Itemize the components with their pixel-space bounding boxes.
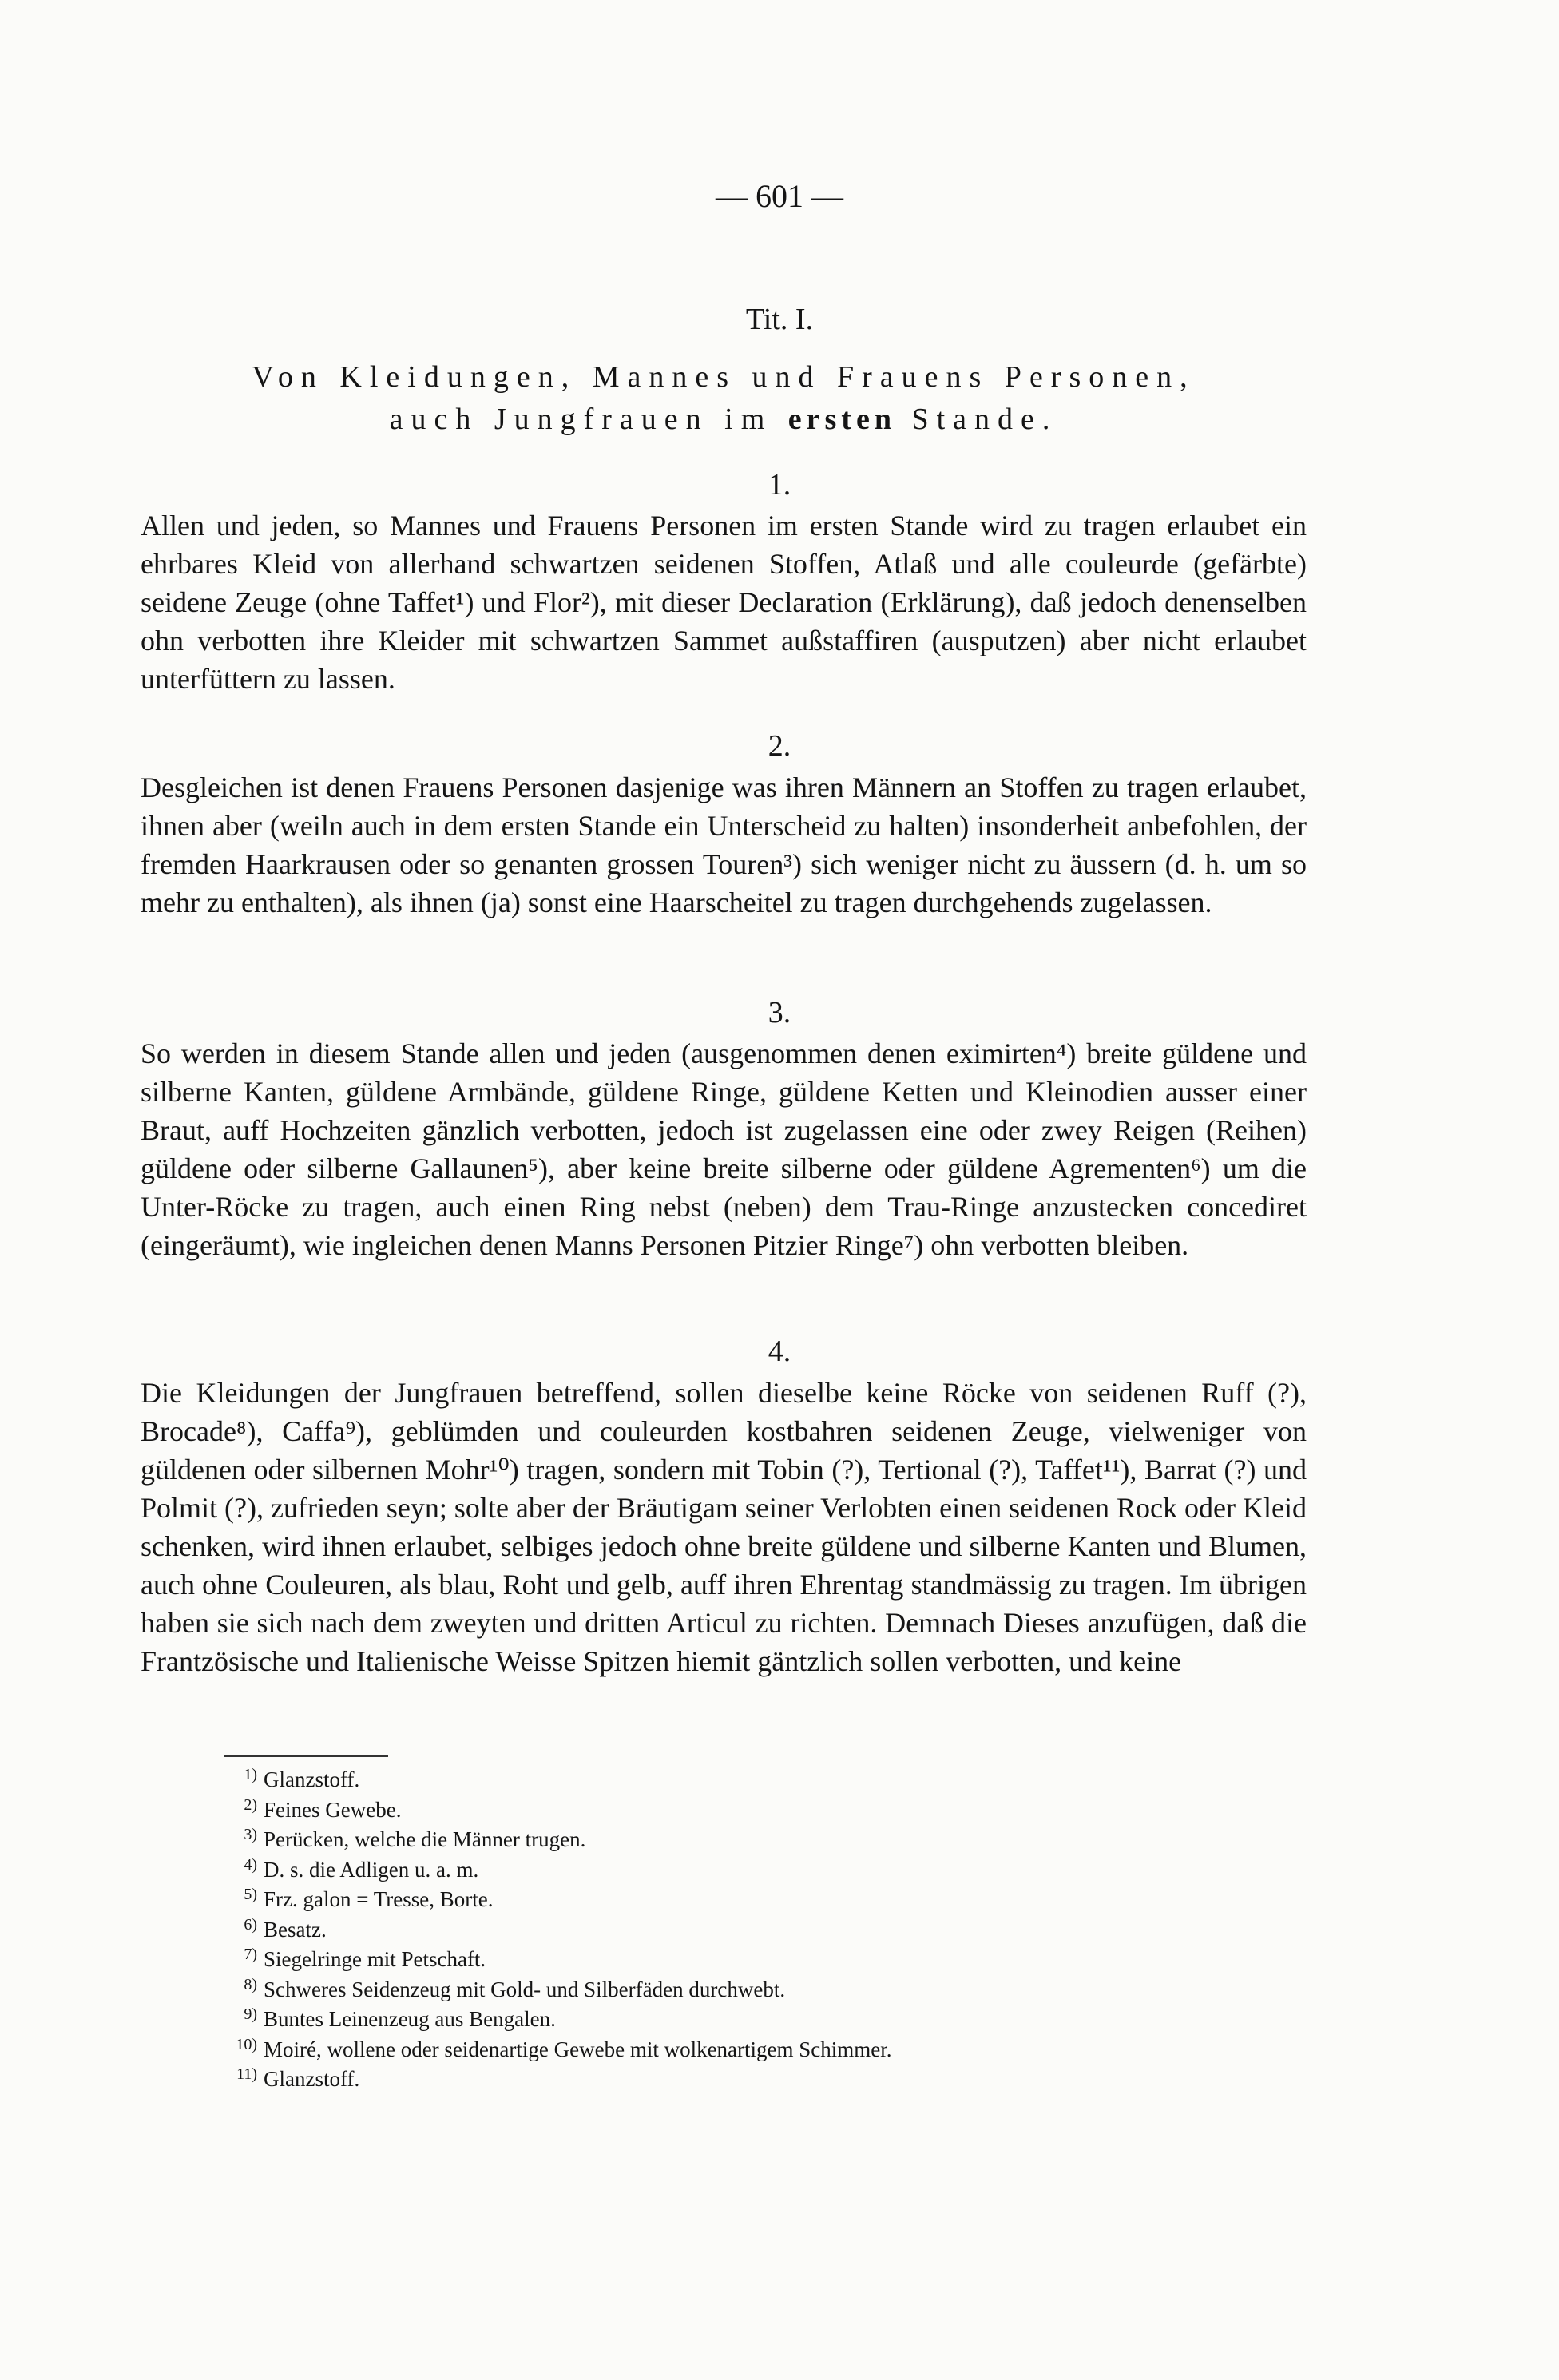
footnote-text: Besatz.	[264, 1917, 327, 1942]
section-number-2: 2.	[768, 729, 791, 763]
section-text-2	[141, 768, 1307, 922]
footnote-number: 11)	[236, 2065, 257, 2083]
footnote-number: 6)	[244, 1915, 257, 1934]
footnote	[216, 1855, 1254, 1886]
footnote	[216, 1975, 1254, 2005]
footnote	[216, 1915, 1254, 1946]
heading-line-2-post: Stande.	[911, 403, 1058, 436]
footnote-divider	[224, 1755, 388, 1757]
footnote-number: 9)	[244, 2005, 257, 2023]
footnote	[216, 2005, 1254, 2035]
footnote-text: Glanzstoff.	[264, 1767, 360, 1791]
title: Tit. I.	[745, 303, 814, 336]
footnote-text: Buntes Leinenzeug aus Bengalen.	[264, 2007, 556, 2031]
footnote-text: Siegelringe mit Petschaft.	[264, 1947, 486, 1971]
footnote	[216, 1825, 1254, 1855]
footnote-text: Perücken, welche die Männer trugen.	[264, 1827, 586, 1851]
footnote-text: Moiré, wollene oder seidenartige Gewebe mit wolkenartigem Schimmer.	[264, 2037, 892, 2061]
section-text-1	[141, 506, 1307, 698]
paragraph: Allen und jeden, so Mannes und Frauens Personen im ersten Stande wird zu tragen erlaubet ein ehrbares Kleid von allerhand schwartzen seidenen Stoffen, Atlaß und alle couleurde (gefärbte) seidene Zeuge (ohne Taffet¹) und Flor²), mit dieser Declaration (Erklärung), daß jedoch denenselben ohn verbotten ihre Kleider mit schwartzen Sammet außstaffiren (ausputzen) aber nicht erlaubet unterfüttern zu lassen.	[141, 510, 1307, 695]
footnote-text: Feines Gewebe.	[264, 1797, 402, 1822]
footnote-number: 5)	[244, 1886, 257, 1903]
heading-emphasis: ersten	[787, 403, 896, 436]
footnotes	[216, 1765, 1254, 2095]
footnote-number: 2)	[244, 1795, 257, 1814]
footnote	[216, 1945, 1254, 1975]
footnote-text: Frz. galon = Tresse, Borte.	[264, 1887, 494, 1911]
heading-line-2	[141, 402, 1307, 437]
section-number-1: 1.	[768, 468, 791, 502]
footnote	[216, 1795, 1254, 1826]
footnote	[216, 1885, 1254, 1915]
section-text-3	[141, 1034, 1307, 1264]
footnote-text: Schweres Seidenzeug mit Gold- und Silberfäden durchwebt.	[264, 1977, 786, 2001]
section-text-4	[141, 1374, 1307, 1680]
footnote-number: 4)	[244, 1855, 257, 1874]
footnote-number: 10)	[236, 2035, 257, 2053]
footnote-text: Glanzstoff.	[264, 2067, 360, 2091]
footnote	[216, 2035, 1254, 2065]
heading-line-2-pre: auch Jungfrauen im	[389, 403, 773, 436]
paragraph: Desgleichen ist denen Frauens Personen dasjenige was ihren Männern an Stoffen zu tragen erlaubet, ihnen aber (weiln auch in dem ersten Stande ein Unterscheid zu halten) insonderheit anbefohlen, der fremden Haarkrausen oder so genanten grossen Touren³) sich weniger nicht zu äussern (d. h. um so mehr zu enthalten), als ihnen (ja) sonst eine Haarscheitel zu tragen durchgehends zugelassen.	[141, 772, 1307, 918]
footnote-number: 3)	[244, 1826, 257, 1843]
page-number: — 601 —	[716, 178, 843, 214]
paragraph: Die Kleidungen der Jungfrauen betreffend, sollen dieselbe keine Röcke von seidenen Ruff (?), Brocade⁸), Caffa⁹), geblümden und couleurden kostbahren seidenen Zeuge, vielweniger von güldenen oder silbernen Mohr¹⁰) tragen, sondern mit Tobin (?), Tertional (?), Taffet¹¹), Barrat (?) und Polmit (?), zufrieden seyn; solte aber der Bräutigam seiner Verlobten einen seidenen Rock oder Kleid schenken, wird ihnen erlaubet, selbiges jedoch ohne breite güldene und silberne Kanten und Blumen, auch ohne Couleuren, als blau, Roht und gelb, auff ihren Ehrentag standmässig zu tragen. Im übrigen haben sie sich nach dem zweyten und dritten Articul zu richten. Demnach Dieses anzufügen, daß die Frantzösische und Italienische Weisse Spitzen hiemit gäntzlich sollen verbotten, und keine	[141, 1377, 1307, 1677]
footnote	[216, 2065, 1254, 2095]
footnote	[216, 1765, 1254, 1795]
footnote-number: 7)	[244, 1946, 257, 1963]
section-number-3: 3.	[768, 996, 791, 1029]
section-number-4: 4.	[768, 1335, 791, 1368]
footnote-number: 8)	[244, 1975, 257, 1993]
footnote-number: 1)	[244, 1766, 257, 1783]
heading-line-1: Von Kleidungen, Mannes und Frauens Personen,	[252, 360, 1196, 394]
footnote-text: D. s. die Adligen u. a. m.	[264, 1857, 479, 1882]
paragraph: So werden in diesem Stande allen und jeden (ausgenommen denen eximirten⁴) breite güldene und silberne Kanten, güldene Armbände, güldene Ringe, güldene Ketten und Kleinodien ausser einer Braut, auff Hochzeiten gänzlich verbotten, jedoch ist zugelassen eine oder zwey Reigen (Reihen) güldene oder silberne Gallaunen⁵), aber keine breite silberne oder güldene Agrementen⁶) um die Unter-Röcke zu tragen, auch einen Ring nebst (neben) dem Trau-Ringe anzustecken concediret (eingeräumt), wie ingleichen denen Manns Personen Pitzier Ringe⁷) ohn verbotten bleiben.	[141, 1037, 1307, 1261]
